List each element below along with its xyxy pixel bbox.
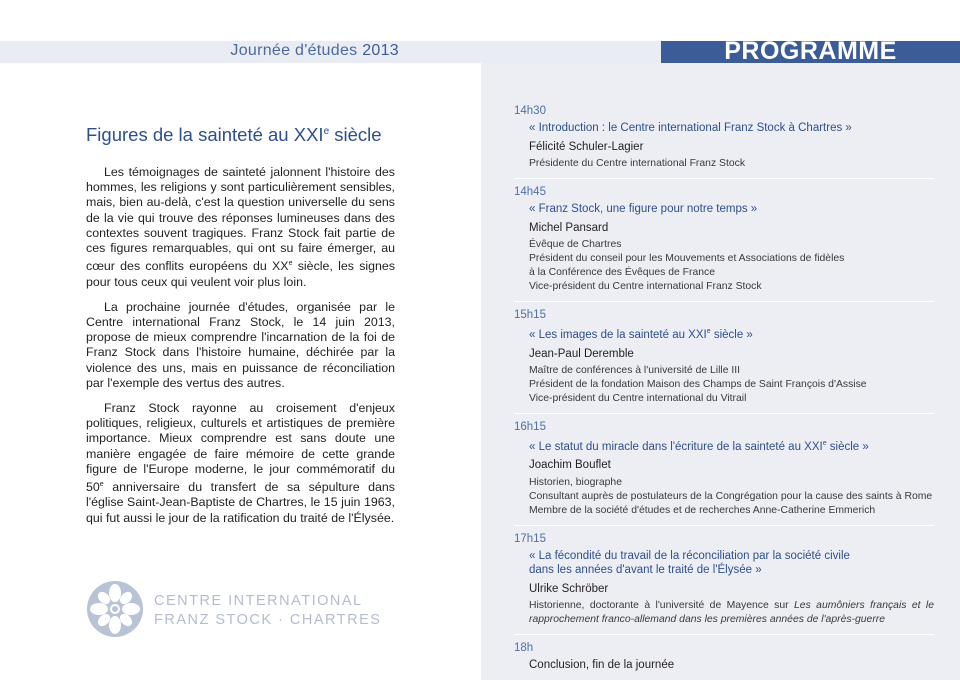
slot-role: Président de la fondation Maison des Champs de Saint François d'Assise [529,378,867,390]
centre-logo-icon [86,580,144,638]
slot-speaker: Joachim Bouflet [529,459,611,472]
slot-role: Vice-président du Centre international Franz Stock [529,281,762,292]
programme-slot-18h [514,641,934,672]
paragraph-2: La prochaine journée d'études, organisée par le Centre international Franz Stock, le 14 juin 2013, propose de mieux comprendre l'incarnation de la foi de Franz Stock dans l'histoire humaine, déchirée par la violence des uns, mais en puissance de réconciliation par l'exemple des vertus des autres. [86,299,395,390]
slot-role: à la Conférence des Évêques de France [529,267,715,278]
logo-text: CENTRE INTERNATIONAL FRANZ STOCK · CHARTRES [154,593,382,628]
divider [514,634,934,635]
slot-speaker: Michel Pansard [529,221,609,234]
programme-slot-1715 [514,532,934,628]
slot-time: 16h15 [514,420,546,433]
slot-role: Historien, biographe [529,476,622,488]
slot-time: 18h [514,642,534,655]
programme-title: PROGRAMME [724,37,897,65]
divider [514,301,934,302]
intro-text [86,165,395,536]
slot-time: 14h45 [514,186,546,198]
event-label: Journée d'études [230,42,358,59]
programme-slot-1430 [514,104,934,171]
slot-role: Président du conseil pour les Mouvements et Associations de fidèles [529,253,845,264]
programme-slot-1615 [514,420,934,518]
divider [514,525,934,526]
slot-role: Maître de conférences à l'université de Lille III [529,364,741,376]
event-heading [0,42,399,60]
slot-talk: « Franz Stock, une figure pour notre temps » [529,203,758,216]
divider [514,178,934,179]
slot-time: 17h15 [514,532,546,545]
slot-role: Évêque de Chartres [529,239,622,250]
paragraph-1: Les témoignages de sainteté jalonnent l'histoire des hommes, les religions y sont particulièrement sensibles, mais, bien au-delà, c'est la question universelle du sens de la vie qui trouve des réponses lumineuses dans des contextes souvent tragiques. Franz Stock fait partie de ces figures remarquables, qui ont su faire émerger, au cœur des conflits européens du XXe siècle, les signes pour tous ceux qui veulent voir plus loin. [86,165,396,289]
slot-talk: « Les images de la sainteté au XXIe siècle » [529,328,753,342]
slot-role: Historienne, doctorante à l'université de Mayence sur Les aumôniers français et le rapprochement franco-allemand dans les premières années de l'après-guerre [529,600,934,626]
slot-talk: « Introduction : le Centre international Franz Stock à Chartres » [529,122,852,135]
doc-title: Figures de la sainteté au XXIe siècle [86,124,382,145]
programme-list [514,104,934,680]
paragraph-3: Franz Stock rayonne au croisement d'enjeux politiques, religieux, culturels et artistiques de première importance. Mieux comprendre est sans doute une manière engagée de faire mémoire de cette grande figure de l'Europe moderne, le jour commémoratif du 50e anniversaire du transfert de sa sépulture dans l'église Saint-Jean-Baptiste de Chartres, le 15 juin 1963, qui fut aussi le jour de la ratification du traité de l'Élysée. [86,400,395,525]
slot-role: Consultant auprès de postulateurs de la Congrégation pour la cause des saints à Rome [529,490,933,502]
event-year: 2013 [362,42,399,59]
slot-role: Présidente du Centre international Franz Stock [529,158,746,169]
slot-speaker: Ulrike Schröber [529,583,609,596]
slot-time: 15h15 [514,309,546,321]
slot-speaker: Félicité Schuler-Lagier [529,140,644,153]
programme-slot-1515 [514,308,934,406]
divider [514,413,934,414]
slot-role: Membre de la société d'études et de recherches Anne-Catherine Emmerich [529,504,876,516]
slot-time: 14h30 [514,105,546,117]
programme-slot-1445 [514,185,934,294]
slot-role: Vice-président du Centre international du Vitrail [529,392,747,404]
slot-conclusion: Conclusion, fin de la journée [529,659,675,672]
slot-speaker: Jean-Paul Deremble [529,347,634,360]
slot-talk: « Le statut du miracle dans l'écriture de la sainteté au XXIe siècle » [529,440,869,453]
slot-talk: « La fécondité du travail de la réconciliation par la société civile dans les années d'avant le traité de l'Élysée » [529,549,850,577]
